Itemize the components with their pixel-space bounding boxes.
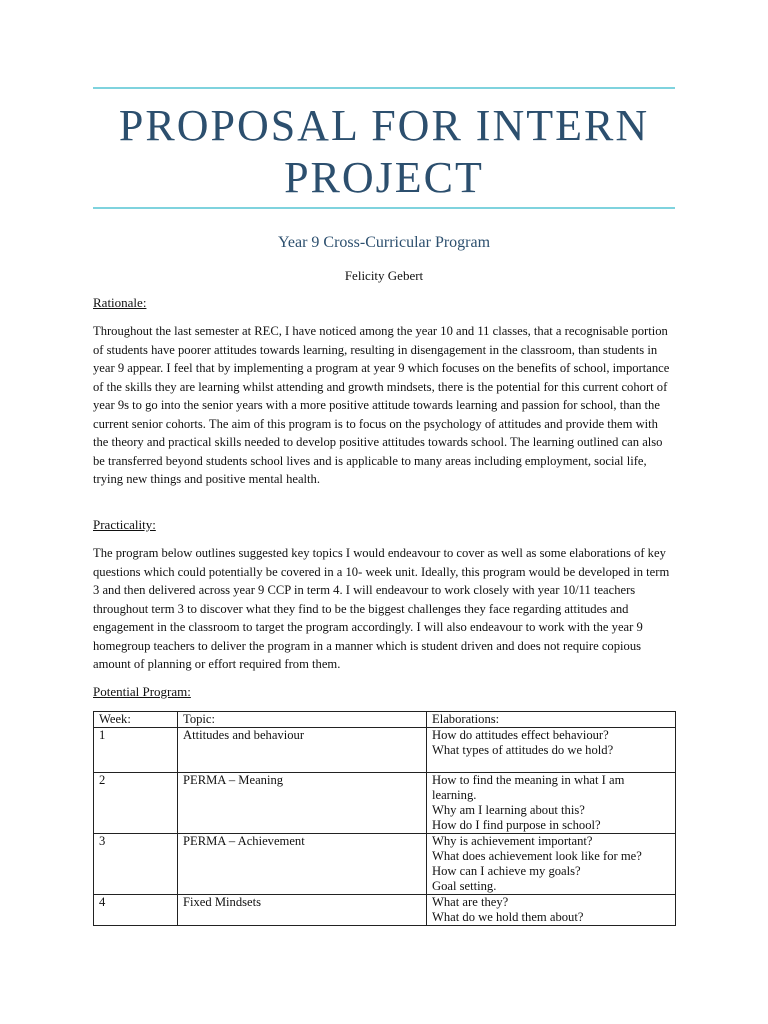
- rationale-paragraph: Throughout the last semester at REC, I have noticed among the year 10 and 11 classes, that a recognisable portion of students have poorer attitudes towards learning, resulting in disengagement in the classroom, than students in year 9 appear. I feel that by implementing a program at year 9 which focuses on the benefits of school, importance of the skills they are learning whilst attending and growth mindsets, there is the potential for this current cohort of year 9s to go into the senior years with a more positive attitude towards learning and passion for school, than the current senior cohorts. The aim of this program is to focus on the psychology of attitudes and provide them with the theory and practical skills needed to develop positive attitudes towards school. The learning outlined can also be transferred beyond students school lives and is applicable to many areas including employment, social life, trying new things and positive mental health.: [93, 324, 670, 486]
- elaboration-line: Goal setting.: [432, 879, 497, 893]
- week-cell: 1: [94, 728, 178, 773]
- elaboration-line: Why is achievement important?: [432, 834, 593, 848]
- week-cell: 3: [94, 834, 178, 895]
- practicality-heading: Practicality:: [93, 517, 156, 532]
- topic-cell: Fixed Mindsets: [178, 895, 427, 926]
- column-header-week: Week:: [94, 712, 178, 728]
- week-cell: 4: [94, 895, 178, 926]
- elaboration-line: How do attitudes effect behaviour?: [432, 728, 609, 742]
- elaboration-line: What are they?: [432, 895, 509, 909]
- topic-cell: Attitudes and behaviour: [178, 728, 427, 773]
- table-header-row: [94, 712, 676, 728]
- topic-cell: PERMA – Achievement: [178, 834, 427, 895]
- column-header-topic: Topic:: [178, 712, 427, 728]
- elaborations-cell: [427, 773, 676, 834]
- document-title: PROPOSAL FOR INTERN PROJECT: [118, 101, 650, 202]
- program-table: [93, 711, 676, 926]
- table-row: [94, 728, 676, 773]
- author-name: Felicity Gebert: [344, 268, 424, 283]
- week-cell: 2: [94, 773, 178, 834]
- rationale-heading: Rationale:: [93, 295, 147, 310]
- elaboration-line: What types of attitudes do we hold?: [432, 743, 614, 757]
- elaboration-line: What does achievement look like for me?: [432, 849, 642, 863]
- table-row: [94, 834, 676, 895]
- title-bottom-rule: [93, 207, 675, 209]
- column-header-elaborations: Elaborations:: [427, 712, 676, 728]
- practicality-paragraph: The program below outlines suggested key topics I would endeavour to cover as well as some elaborations of key questions which could potentially be covered in a 10- week unit. Ideally, this program would be developed in term 3 and then delivered across year 9 CCP in term 4. I will endeavour to work closely with year 10/11 teachers throughout term 3 to discover what they find to be the biggest challenges they face regarding attitudes and engagement in the classroom to target the program accordingly. I will also endeavour to work with the year 9 homegroup teachers to deliver the program in a manner which is student driven and does not require copious amount of planning or effort required from them.: [93, 546, 670, 671]
- elaborations-cell: [427, 895, 676, 926]
- topic-cell: PERMA – Meaning: [178, 773, 427, 834]
- elaborations-cell: [427, 834, 676, 895]
- table-row: [94, 773, 676, 834]
- document-subtitle: Year 9 Cross-Curricular Program: [277, 234, 491, 251]
- title-top-rule: [93, 87, 675, 89]
- program-heading: Potential Program:: [93, 684, 191, 699]
- elaboration-line: How do I find purpose in school?: [432, 818, 601, 832]
- elaboration-line: Why am I learning about this?: [432, 803, 585, 817]
- elaboration-line: How can I achieve my goals?: [432, 864, 581, 878]
- table-row: [94, 895, 676, 926]
- elaborations-cell: [427, 728, 676, 773]
- elaboration-line: What do we hold them about?: [432, 910, 584, 924]
- elaboration-line: How to find the meaning in what I am learning.: [432, 773, 625, 802]
